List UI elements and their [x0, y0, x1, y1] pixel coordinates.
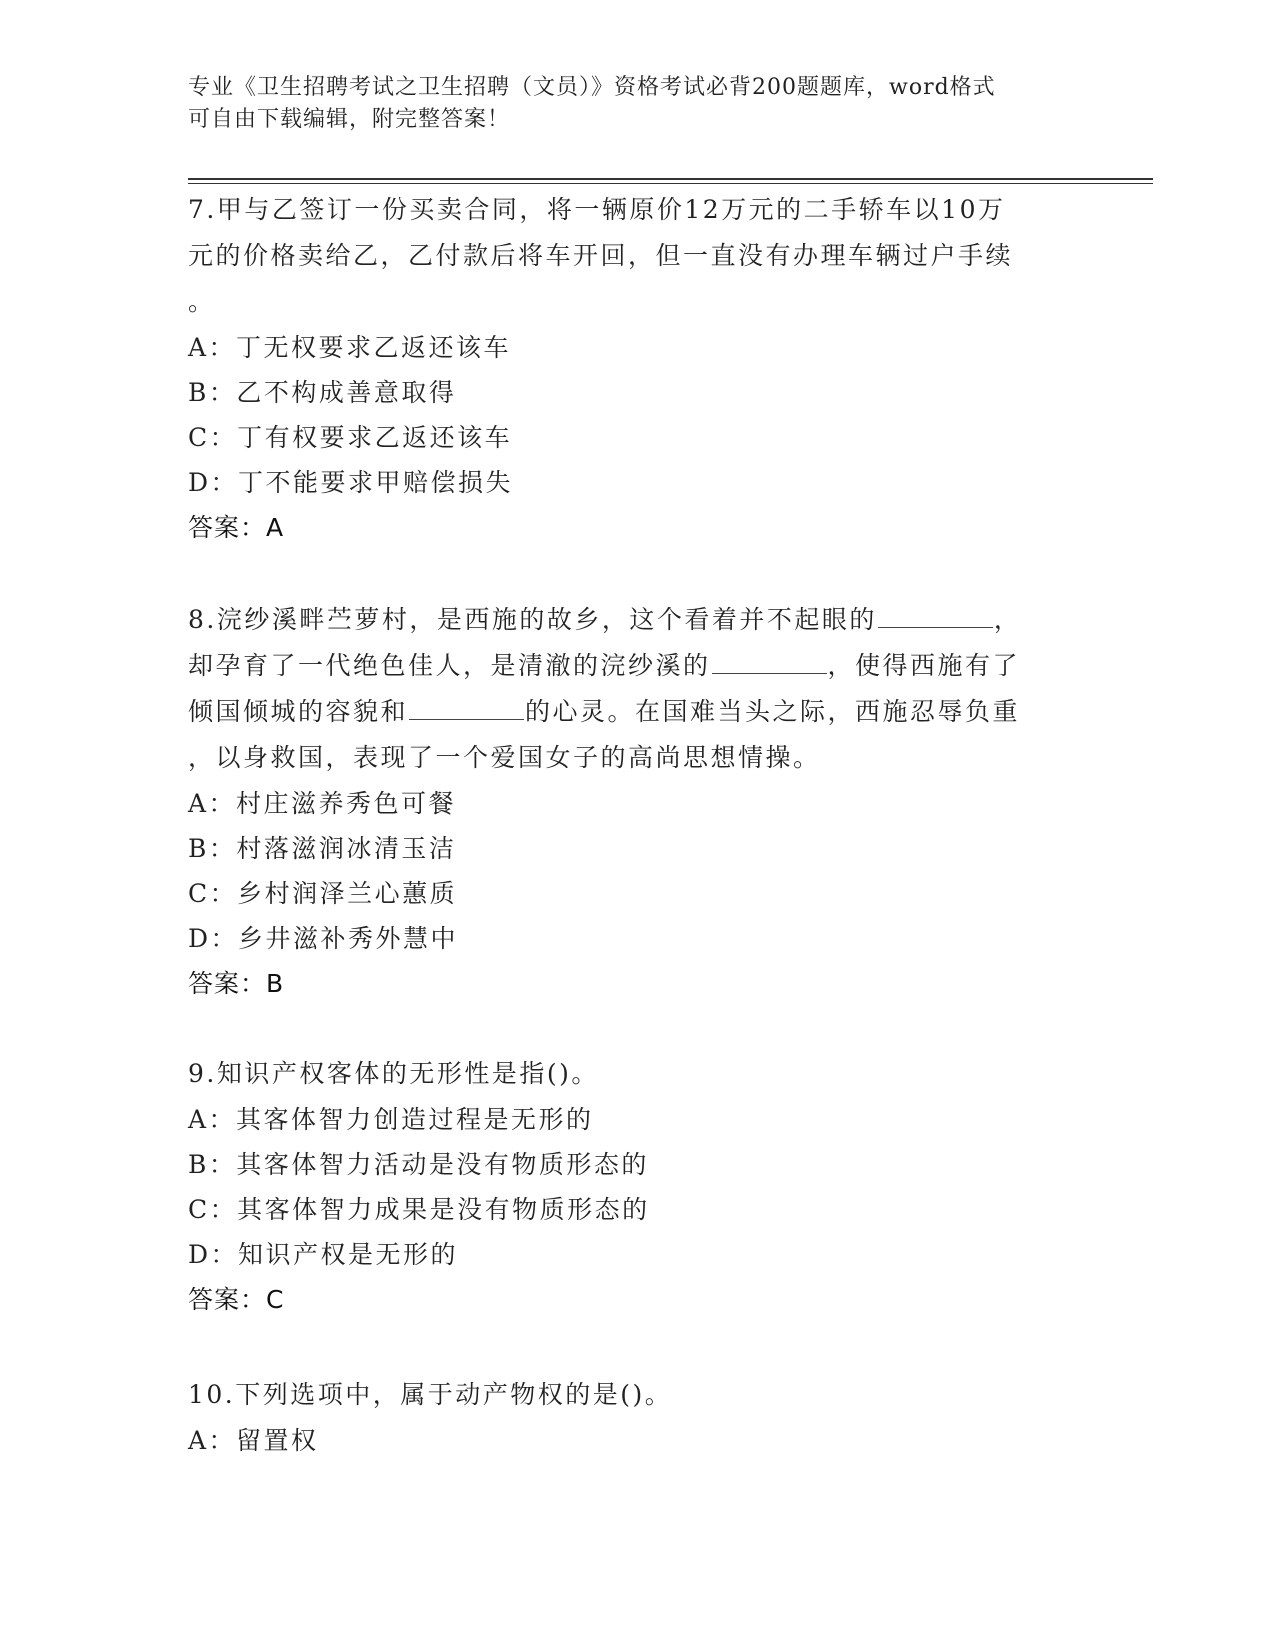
- question-10: [188, 1372, 1068, 1463]
- stem-text: 却孕育了一代绝色佳人，是清澈的浣纱溪的: [188, 651, 711, 680]
- option-a: A：村庄滋养秀色可餐: [188, 789, 457, 818]
- header-line-2: 可自由下载编辑，附完整答案！: [188, 107, 511, 132]
- option-a: A：丁无权要求乙返还该车: [188, 333, 512, 362]
- question-8: [188, 597, 1068, 1007]
- header-divider: [188, 178, 1153, 184]
- option-b: B：乙不构成善意取得: [188, 378, 457, 407]
- question-stem-line: [188, 689, 1068, 735]
- option-b: B：其客体智力活动是没有物质形态的: [188, 1150, 649, 1179]
- fill-blank: [409, 699, 524, 720]
- option-c: C：其客体智力成果是没有物质形态的: [188, 1195, 650, 1224]
- document-header: [188, 72, 1068, 136]
- question-stem-line: 10.下列选项中，属于动产物权的是()。: [188, 1380, 673, 1409]
- question-stem-line: [188, 643, 1068, 689]
- header-line-1: 专业《卫生招聘考试之卫生招聘（文员）》资格考试必背200题题库，word格式: [188, 75, 996, 100]
- question-stem-line: 。: [188, 287, 216, 316]
- option-c: C：乡村润泽兰心蕙质: [188, 879, 458, 908]
- option-a: A：其客体智力创造过程是无形的: [188, 1105, 594, 1134]
- option-c: C：丁有权要求乙返还该车: [188, 423, 513, 452]
- fill-blank: [712, 653, 827, 674]
- question-stem-line: [188, 597, 1068, 643]
- stem-text: ，使得西施有了: [827, 651, 1021, 680]
- question-9: [188, 1051, 1068, 1323]
- question-stem-line: [188, 735, 1068, 781]
- question-stem-line: 7.甲与乙签订一份买卖合同，将一辆原价12万元的二手轿车以10万: [188, 195, 1006, 224]
- stem-text: ，: [993, 605, 1022, 634]
- option-a: A：留置权: [188, 1426, 319, 1455]
- option-b: B：村落滋润冰清玉洁: [188, 834, 457, 863]
- answer: 答案：C: [188, 1285, 285, 1314]
- fill-blank: [878, 607, 993, 628]
- stem-text: 倾国倾城的容貌和: [188, 697, 409, 726]
- answer: 答案：B: [188, 969, 285, 998]
- stem-text: 8.浣纱溪畔苎萝村，是西施的故乡，这个看着并不起眼的: [188, 605, 877, 634]
- option-d: D：知识产权是无形的: [188, 1240, 459, 1269]
- answer: 答案：A: [188, 513, 285, 542]
- question-stem-line: 9.知识产权客体的无形性是指()。: [188, 1059, 599, 1088]
- option-d: D：丁不能要求甲赔偿损失: [188, 468, 514, 497]
- option-d: D：乡井滋补秀外慧中: [188, 924, 459, 953]
- stem-text: ，以身救国，表现了一个爱国女子的高尚思想情操。: [188, 743, 821, 772]
- question-stem-line: 元的价格卖给乙，乙付款后将车开回，但一直没有办理车辆过户手续: [188, 241, 1014, 270]
- stem-text: 的心灵。在国难当头之际，西施忍辱负重: [525, 697, 1021, 726]
- question-7: [188, 187, 1068, 551]
